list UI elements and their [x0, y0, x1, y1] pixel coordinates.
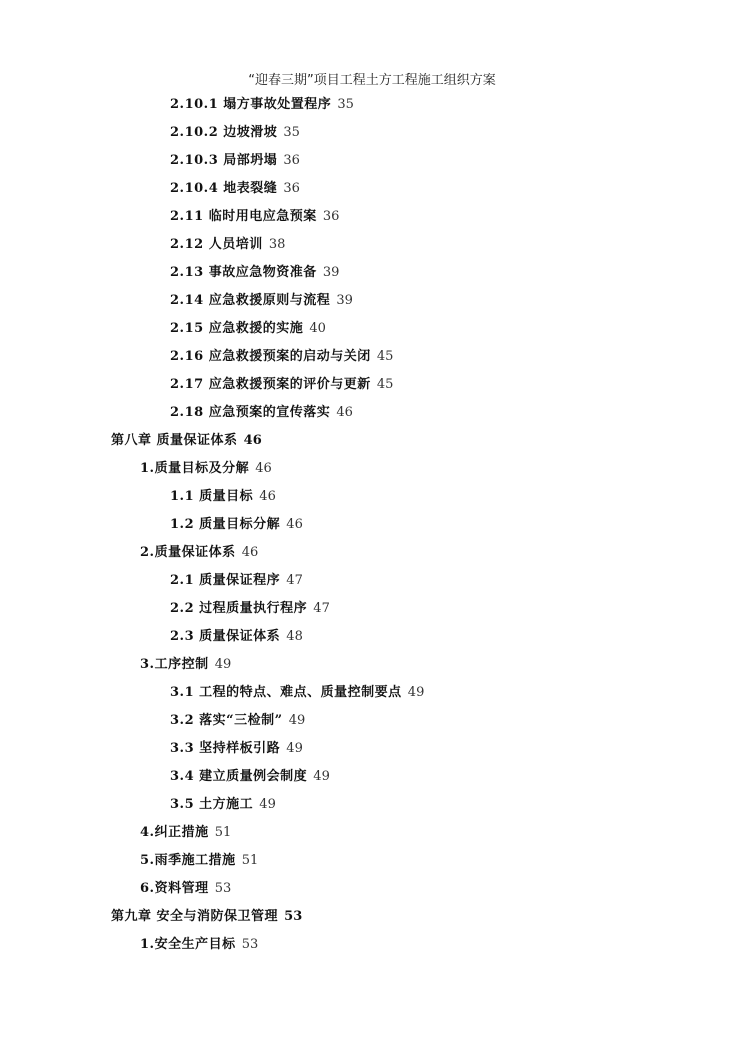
toc-chapter[interactable]	[0, 903, 744, 931]
toc-entry-title: 5.雨季施工措施	[140, 853, 236, 868]
toc-page-number: 35	[283, 125, 300, 140]
toc-subsection[interactable]	[0, 623, 744, 651]
toc-entry-title: 2.1 质量保证程序	[170, 573, 281, 588]
toc-page-number: 36	[283, 153, 300, 168]
toc-subsection[interactable]	[0, 203, 744, 231]
toc-entry-title: 2.12 人员培训	[170, 237, 263, 252]
toc-entry-title: 2.13 事故应急物资准备	[170, 265, 317, 280]
toc-entry-title: 3.1 工程的特点、难点、质量控制要点	[170, 685, 402, 700]
toc-entry-title: 2.15 应急救援的实施	[170, 321, 304, 336]
toc-entry-title: 3.3 坚持样板引路	[170, 741, 281, 756]
toc-page-number: 47	[313, 601, 330, 616]
toc-entry-title: 2.16 应急救援预案的启动与关闭	[170, 349, 371, 364]
toc-subsection[interactable]	[0, 567, 744, 595]
toc-page-number: 35	[337, 97, 354, 112]
toc-entry-title: 3.4 建立质量例会制度	[170, 769, 308, 784]
toc-page-number: 46	[286, 517, 303, 532]
toc-page-number: 47	[286, 573, 303, 588]
toc-page-number: 51	[214, 825, 232, 840]
toc-subsection[interactable]	[0, 595, 744, 623]
toc-page-number: 46	[336, 405, 353, 420]
toc-subsection[interactable]	[0, 707, 744, 735]
toc-entry-title: 2.10.1 塌方事故处置程序	[170, 97, 332, 112]
toc-page-number: 53	[214, 881, 232, 896]
toc-subsection[interactable]	[0, 371, 744, 399]
toc-entry-title: 第八章 质量保证体系	[111, 433, 238, 448]
toc-subsection[interactable]	[0, 147, 744, 175]
toc-page-number: 36	[283, 181, 300, 196]
toc-subsection[interactable]	[0, 287, 744, 315]
page-header	[0, 72, 744, 90]
toc-section[interactable]	[0, 931, 744, 959]
toc-section[interactable]	[0, 651, 744, 679]
toc-page-number: 49	[288, 713, 306, 728]
toc-page-number: 51	[241, 853, 259, 868]
toc-subsection[interactable]	[0, 511, 744, 539]
toc-entry-title: 1.质量目标及分解	[140, 461, 250, 476]
toc-page-number: 48	[286, 629, 303, 644]
toc-section[interactable]	[0, 819, 744, 847]
toc-page-number: 53	[284, 909, 303, 924]
toc-entry-title: 2.10.2 边坡滑坡	[170, 125, 278, 140]
toc-section[interactable]	[0, 847, 744, 875]
toc-page-number: 49	[214, 657, 232, 672]
toc-entry-title: 2.3 质量保证体系	[170, 629, 281, 644]
toc-entry-title: 2.10.3 局部坍塌	[170, 153, 278, 168]
toc-page-number: 49	[313, 769, 330, 784]
toc-subsection[interactable]	[0, 735, 744, 763]
toc-entry-title: 2.14 应急救援原则与流程	[170, 293, 331, 308]
table-of-contents	[0, 91, 744, 959]
toc-subsection[interactable]	[0, 231, 744, 259]
toc-entry-title: 2.2 过程质量执行程序	[170, 601, 308, 616]
toc-subsection[interactable]	[0, 259, 744, 287]
toc-page-number: 38	[268, 237, 286, 252]
toc-subsection[interactable]	[0, 119, 744, 147]
toc-subsection[interactable]	[0, 91, 744, 119]
toc-page-number: 53	[241, 937, 259, 952]
toc-subsection[interactable]	[0, 343, 744, 371]
toc-page-number: 40	[309, 321, 326, 336]
toc-subsection[interactable]	[0, 175, 744, 203]
toc-entry-title: 3.2 落实“三检制”	[170, 713, 283, 728]
toc-entry-title: 3.工序控制	[140, 657, 209, 672]
toc-section[interactable]	[0, 455, 744, 483]
toc-entry-title: 6.资料管理	[140, 881, 209, 896]
toc-subsection[interactable]	[0, 483, 744, 511]
toc-page-number: 36	[322, 209, 340, 224]
toc-section[interactable]	[0, 875, 744, 903]
toc-page-number: 45	[376, 349, 394, 364]
toc-entry-title: 4.纠正措施	[140, 825, 209, 840]
toc-entry-title: 2.10.4 地表裂缝	[170, 181, 278, 196]
toc-subsection[interactable]	[0, 679, 744, 707]
toc-page-number: 39	[336, 293, 353, 308]
toc-page-number: 46	[241, 545, 259, 560]
toc-section[interactable]	[0, 539, 744, 567]
toc-subsection[interactable]	[0, 791, 744, 819]
toc-entry-title: 2.17 应急救援预案的评价与更新	[170, 377, 371, 392]
toc-entry-title: 1.2 质量目标分解	[170, 517, 281, 532]
document-title: “迎春三期”项目工程土方工程施工组织方案	[248, 73, 496, 88]
toc-page-number: 45	[376, 377, 394, 392]
toc-page-number: 46	[255, 461, 272, 476]
toc-page-number: 49	[407, 685, 425, 700]
toc-page-number: 39	[322, 265, 340, 280]
toc-entry-title: 2.11 临时用电应急预案	[170, 209, 317, 224]
toc-subsection[interactable]	[0, 399, 744, 427]
toc-page-number: 46	[259, 489, 276, 504]
toc-subsection[interactable]	[0, 763, 744, 791]
toc-entry-title: 第九章 安全与消防保卫管理	[111, 909, 279, 924]
toc-entry-title: 2.18 应急预案的宣传落实	[170, 405, 331, 420]
toc-entry-title: 2.质量保证体系	[140, 545, 236, 560]
toc-page-number: 49	[286, 741, 303, 756]
toc-chapter[interactable]	[0, 427, 744, 455]
toc-entry-title: 3.5 土方施工	[170, 797, 254, 812]
toc-page-number: 46	[243, 433, 262, 448]
toc-page-number: 49	[259, 797, 276, 812]
toc-entry-title: 1.安全生产目标	[140, 937, 236, 952]
toc-subsection[interactable]	[0, 315, 744, 343]
toc-entry-title: 1.1 质量目标	[170, 489, 254, 504]
